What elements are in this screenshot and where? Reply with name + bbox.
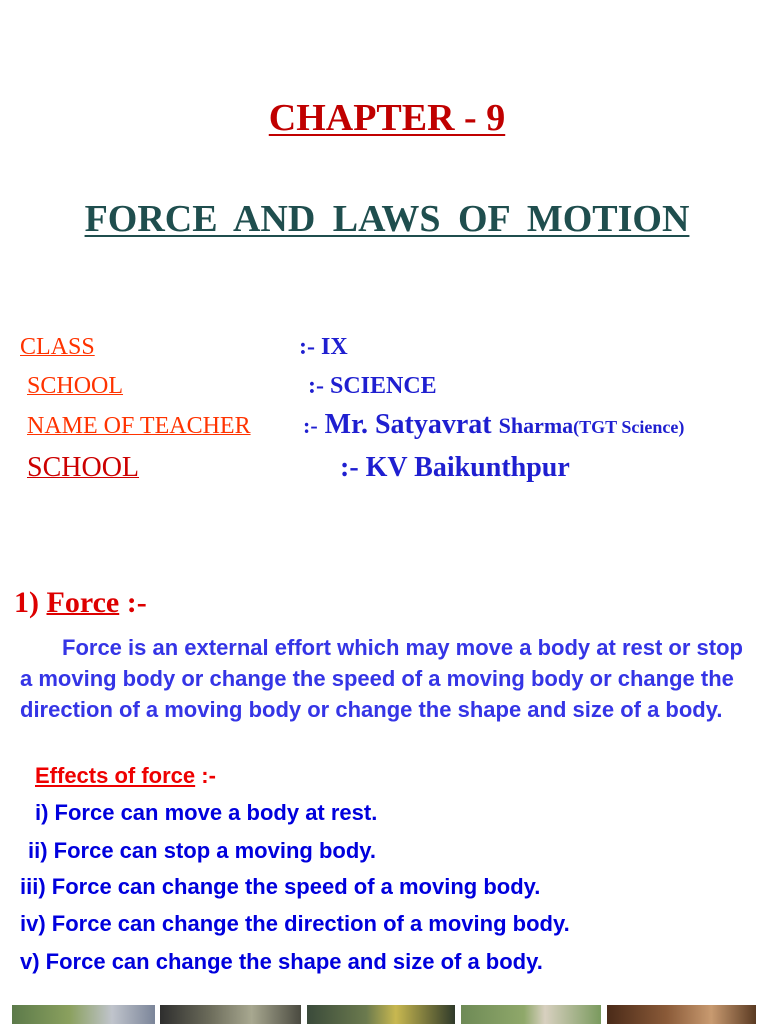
photo-strip bbox=[12, 1005, 756, 1024]
effects-heading-text: Effects of force bbox=[35, 763, 196, 788]
teacher-separator: :- bbox=[303, 413, 318, 438]
teacher-name: Mr. Satyavrat bbox=[324, 409, 492, 440]
class-value: :- IX bbox=[299, 334, 348, 360]
photo-thumbnail bbox=[12, 1005, 155, 1024]
section-heading bbox=[14, 586, 147, 620]
effect-item: ii) Force can stop a moving body. bbox=[28, 838, 376, 863]
effect-item: iv) Force can change the direction of a moving body. bbox=[20, 911, 570, 936]
class-label: CLASS bbox=[20, 334, 95, 360]
teacher-surname: Sharma bbox=[498, 413, 574, 438]
effect-item: i) Force can move a body at rest. bbox=[35, 800, 378, 825]
photo-thumbnail bbox=[307, 1005, 455, 1024]
section-suffix: :- bbox=[126, 586, 147, 619]
teacher-value bbox=[303, 409, 684, 441]
subject-value: :- SCIENCE bbox=[308, 373, 437, 399]
photo-thumbnail bbox=[461, 1005, 601, 1024]
photo-thumbnail bbox=[160, 1005, 301, 1024]
effects-heading bbox=[35, 763, 216, 789]
chapter-title: CHAPTER - 9 bbox=[268, 97, 506, 139]
teacher-title: (TGT Science) bbox=[573, 417, 685, 437]
school-label: SCHOOL bbox=[27, 452, 140, 483]
effect-item: v) Force can change the shape and size of a body. bbox=[20, 949, 543, 974]
force-definition: Force is an external effort which may move a body at rest or stop a moving body or change the speed of a moving body or change the direction of a moving body or change the shape and size of a body. bbox=[20, 635, 743, 722]
topic-title: FORCE AND LAWS OF MOTION bbox=[84, 198, 690, 240]
effects-heading-suffix: :- bbox=[201, 763, 216, 788]
photo-thumbnail bbox=[607, 1005, 756, 1024]
section-title: Force bbox=[46, 586, 120, 619]
subject-label: SCHOOL bbox=[27, 373, 124, 399]
section-number: 1) bbox=[14, 586, 39, 619]
school-value: :- KV Baikunthpur bbox=[340, 452, 570, 483]
effect-item: iii) Force can change the speed of a moving body. bbox=[20, 874, 541, 899]
teacher-label: NAME OF TEACHER bbox=[27, 413, 251, 439]
